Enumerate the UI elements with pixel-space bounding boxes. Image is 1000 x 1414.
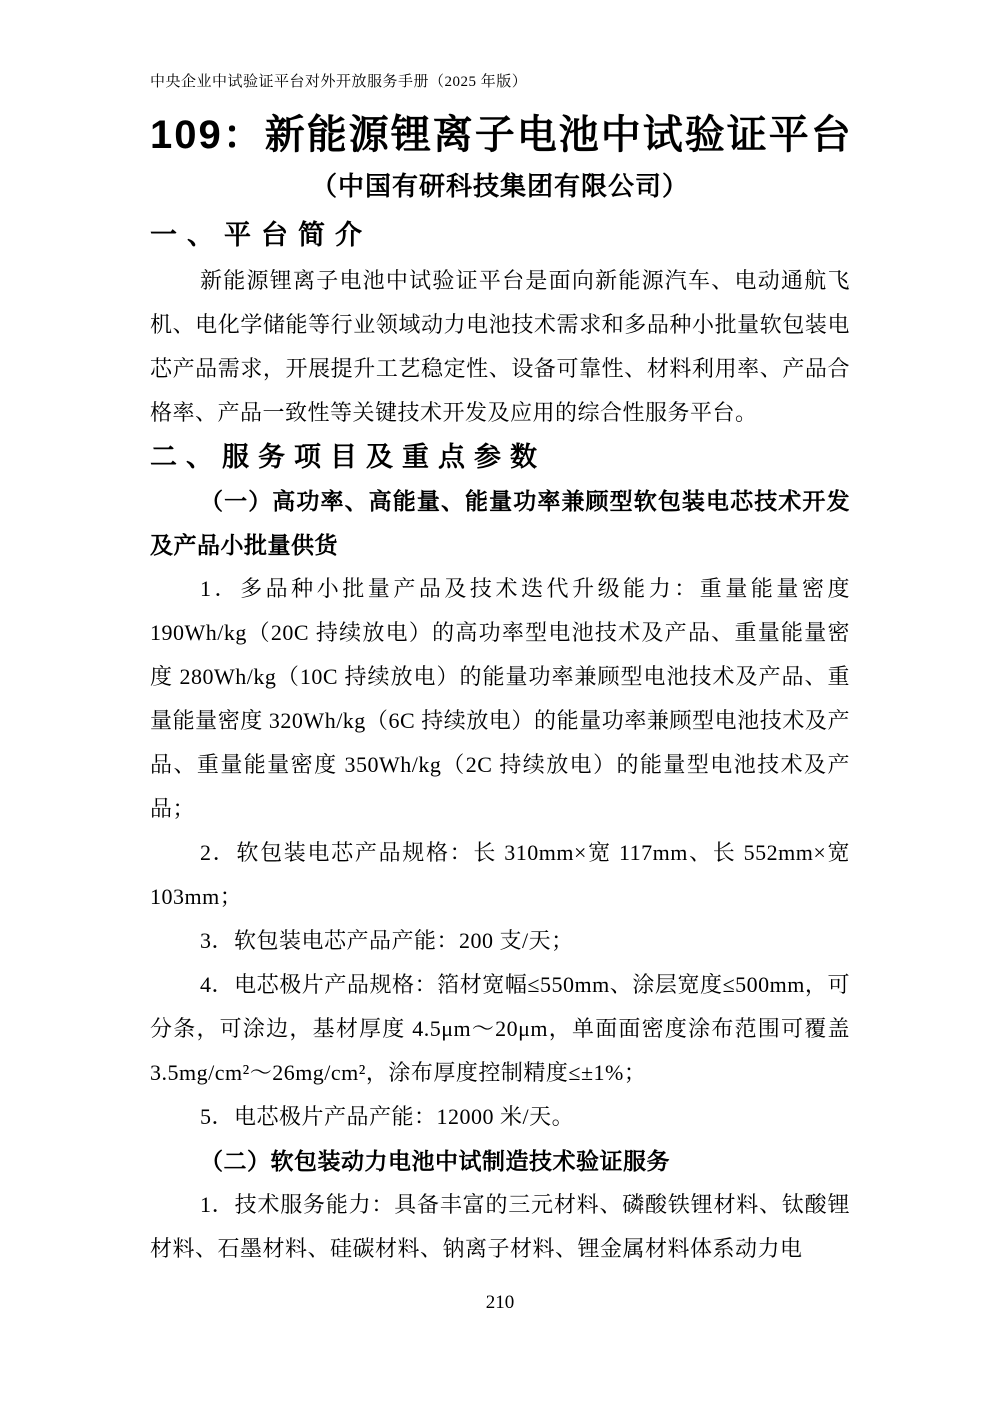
page-subtitle-company: （中国有研科技集团有限公司） xyxy=(310,171,689,201)
subsection-1-heading: （一）高功率、高能量、能量功率兼顾型软包装电芯技术开发及产品小批量供货 xyxy=(150,488,850,558)
section-1-heading: 一、平台简介 xyxy=(150,220,372,250)
page-title: 109：新能源锂离子电池中试验证平台 xyxy=(150,113,853,157)
subsection-2-heading: （二）软包装动力电池中试制造技术验证服务 xyxy=(200,1148,670,1174)
platform-intro-paragraph: 新能源锂离子电池中试验证平台是面向新能源汽车、电动通航飞机、电化学储能等行业领域动力电池技术需求和多品种小批量软包装电芯产品需求，开展提升工艺稳定性、设备可靠性、材料利用率、产品合格率、产品一致性等关键技术开发及应用的综合性服务平台。 xyxy=(150,268,850,425)
list-item-6: 1．技术服务能力：具备丰富的三元材料、磷酸铁锂材料、钛酸锂材料、石墨材料、硅碳材料、钠离子材料、锂金属材料体系动力电 xyxy=(150,1192,850,1261)
list-item-2: 2．软包装电芯产品规格：长 310mm×宽 117mm、长 552mm×宽 103mm； xyxy=(150,840,850,909)
running-header: 中央企业中试验证平台对外开放服务手册（2025 年版） xyxy=(150,74,528,90)
list-item-3: 3．软包装电芯产品产能：200 支/天； xyxy=(200,928,574,953)
list-item-5: 5．电芯极片产品产能：12000 米/天。 xyxy=(200,1104,575,1129)
section-2-heading: 二、服务项目及重点参数 xyxy=(150,442,546,472)
list-item-4: 4．电芯极片产品规格：箔材宽幅≤550mm、涂层宽度≤500mm，可分条，可涂边，基材厚度 4.5μm～20μm，单面面密度涂布范围可覆盖 3.5mg/cm²～26mg/cm²，涂布厚度控制精度≤±1%； xyxy=(150,972,850,1085)
page-number: 210 xyxy=(485,1292,515,1313)
page-content xyxy=(150,0,853,1271)
list-item-1: 1．多品种小批量产品及技术迭代升级能力：重量能量密度 190Wh/kg（20C 持续放电）的高功率型电池技术及产品、重量能量密度 280Wh/kg（10C 持续放电）的能量功率兼顾型电池技术及产品、重量能量密度 320Wh/kg（6C 持续放电）的能量功率兼顾型电池技术及产品、重量能量密度 350Wh/kg（2C 持续放电）的能量型电池技术及产品； xyxy=(150,576,850,821)
